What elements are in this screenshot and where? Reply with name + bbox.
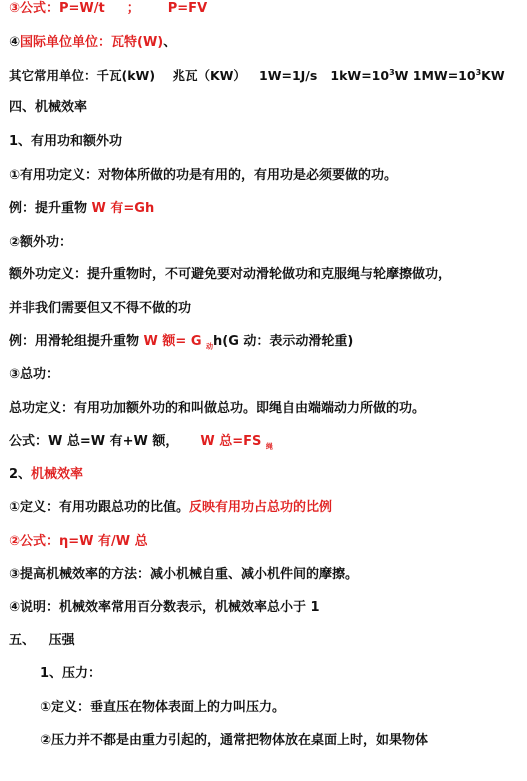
efficiency-subheading: 2、机械效率 [9, 467, 84, 482]
section-heading-pressure: 五、 压强 [9, 633, 75, 648]
total-work-formula: 公式：W 总=W 有+W 额， W 总=FS $_绳$ [9, 434, 273, 451]
extra-work-definition: 额外功定义：提升重物时，不可避免要对动滑轮做功和克服绳与轮摩擦做功， [9, 267, 452, 282]
efficiency-note: ④说明：机械效率常用百分数表示，机械效率总小于 1 [9, 600, 320, 615]
total-work-heading: ③总功： [9, 367, 60, 382]
pressure-force-definition: ①定义：垂直压在物体表面上的力叫压力。 [40, 700, 286, 715]
efficiency-improvement: ③提高机械效率的方法：减小机械自重、减小机件间的摩擦。 [9, 567, 359, 582]
subheading-useful-extra-work: 1、有用功和额外功 [9, 134, 123, 149]
efficiency-definition: ①定义：有用功跟总功的比值。反映有用功占总功的比例 [9, 500, 333, 515]
useful-work-example: 例：提升重物 W 有=Gh [9, 201, 155, 216]
efficiency-formula: ②公式：η=W 有/W 总 [9, 534, 148, 549]
pressure-force-heading: 1、压力： [40, 666, 102, 681]
section-heading-efficiency: 四、机械效率 [9, 100, 88, 115]
extra-work-heading: ②额外功： [9, 235, 73, 250]
total-work-definition: 总功定义：有用功加额外功的和叫做总功。即绳自由端端动力所做的功。 [9, 401, 426, 416]
useful-work-definition: ①有用功定义：对物体所做的功是有用的，有用功是必须要做的功。 [9, 168, 398, 183]
extra-work-definition-cont: 并非我们需要但又不得不做的功 [9, 301, 192, 316]
si-unit-line: ④国际单位单位：瓦特(W)、 [9, 35, 177, 50]
other-units-line: 其它常用单位：千瓦(kW) 兆瓦（KW） 1W=1J/s $1kW=10^3W$ $1MW=10^3KW$ [9, 67, 505, 83]
formula-power-line: ③公式：P=W/t ； P=FV [9, 1, 208, 16]
pressure-force-note: ②压力并不都是由重力引起的，通常把物体放在桌面上时，如果物体 [40, 733, 429, 748]
extra-work-example: 例：用滑轮组提升重物 W 额= G $_动$h(G 动：表示动滑轮重) [9, 334, 354, 351]
